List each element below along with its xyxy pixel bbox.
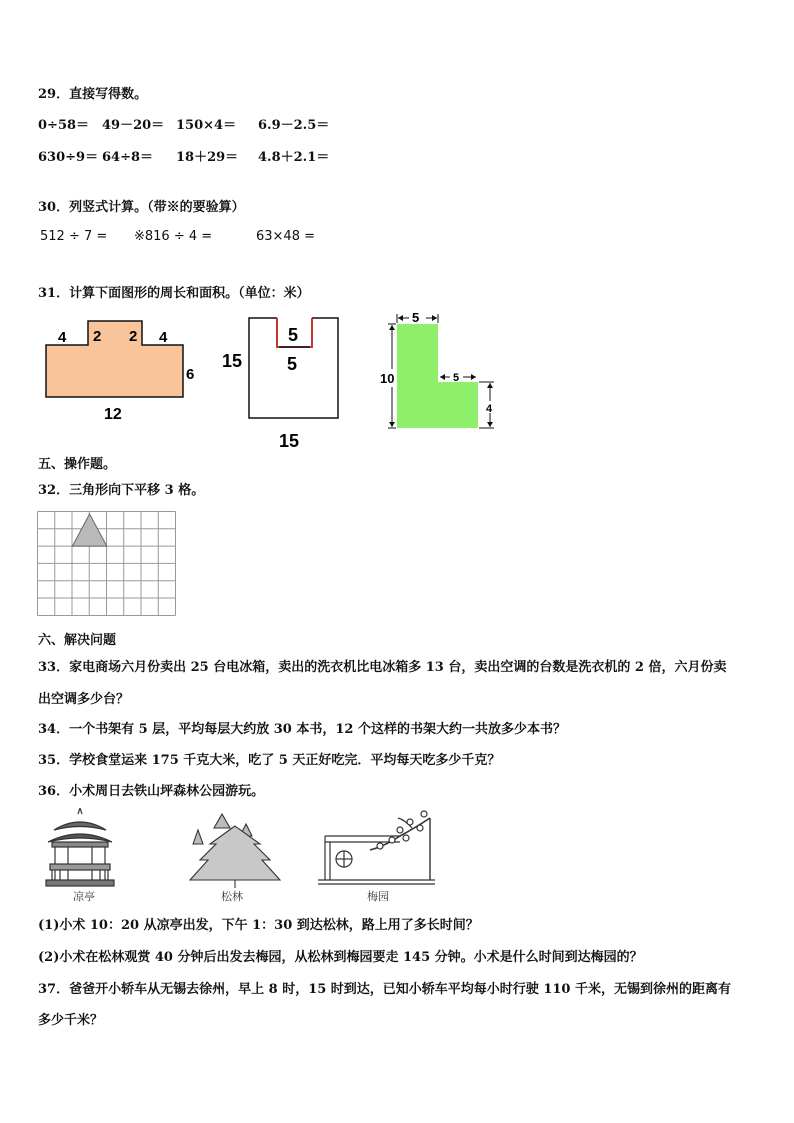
vertical-calc-item: 63×48 =: [256, 229, 316, 244]
q36-sub2: (2)小术在松林观赏 40 分钟后出发去梅园，从松林到梅园要走 145 分钟。小术是什么时间到达梅园的？: [38, 950, 643, 965]
dim-label: 5: [288, 325, 299, 345]
oral-calc-item: 49－20＝: [102, 118, 165, 133]
q37-line2: 多少千米？: [38, 1013, 104, 1028]
q37-line1: 37．爸爸开小轿车从无锡去徐州，早上 8 时，15 时到达，已知小轿车平均每小时行驶 110 千米，无锡到徐州的距离有: [38, 982, 731, 997]
green-l-shape: [397, 324, 478, 428]
q34-text: 34．一个书架有 5 层，平均每层大约放 30 本书，12 个这样的书架大约一共放多少本书？: [38, 722, 566, 737]
dim-label: 4: [486, 403, 493, 415]
oral-calc-item: 630÷9＝: [38, 150, 99, 165]
vertical-calc-item: 512 ÷ 7 =: [40, 229, 108, 244]
pine-forest-caption: 松林: [221, 890, 243, 903]
oral-calc-item: 0÷58＝: [38, 118, 90, 133]
figure-green-l-shape: [380, 310, 494, 428]
q36-pictures: [40, 808, 450, 908]
triangle: [72, 514, 106, 546]
dim-label: 15: [222, 351, 243, 371]
section-6-title: 六、解决问题: [38, 633, 117, 648]
q29-row2: [38, 146, 329, 165]
dim-label: 5: [412, 310, 420, 325]
q29-title: 29．直接写得数。: [38, 87, 148, 102]
pine-forest-illustration: [190, 814, 280, 888]
q31-figures: [0, 305, 794, 455]
pavilion-caption: 凉亭: [73, 890, 95, 903]
oral-calc-item: 4.8＋2.1＝: [258, 150, 330, 165]
dim-label: 5: [287, 354, 298, 374]
oral-calc-item: 64÷8＝: [102, 150, 154, 165]
dim-label: 12: [104, 406, 122, 423]
oral-calc-item: 150×4＝: [176, 118, 237, 133]
section-5-title: 五、操作题。: [38, 457, 117, 472]
q35-text: 35．学校食堂运来 175 千克大米，吃了 5 天正好吃完．平均每天吃多少千克？: [38, 753, 501, 768]
q36-text: 36．小术周日去铁山坪森林公园游玩。: [38, 784, 265, 799]
dim-label: 2: [93, 328, 102, 345]
dim-label: 10: [380, 371, 395, 386]
q30-title: 30．列竖式计算。（带※的要验算）: [38, 200, 245, 215]
plum-garden-illustration: [318, 811, 435, 884]
dim-label: 15: [279, 431, 300, 451]
figure-notched-square: [222, 318, 338, 451]
oral-calc-item: 18＋29＝: [176, 150, 239, 165]
dim-label: 6: [186, 366, 195, 383]
figure-orange-shape: [46, 321, 194, 423]
q32-grid: [37, 511, 177, 617]
q30-items: [40, 229, 315, 244]
dim-label: 5: [453, 372, 460, 384]
oral-calc-item: 6.9－2.5＝: [258, 118, 330, 133]
q33-line2: 出空调多少台？: [38, 692, 130, 707]
dim-label: 4: [58, 329, 67, 346]
q32-title: 32．三角形向下平移 3 格。: [38, 483, 205, 498]
q33-line1: 33．家电商场六月份卖出 25 台电冰箱，卖出的洗衣机比电冰箱多 13 台，卖出空调的台数是洗衣机的 2 倍，六月份卖: [38, 660, 727, 675]
plum-garden-caption: 梅园: [367, 890, 389, 903]
q36-sub1: (1)小术 10：20 从凉亭出发，下午 1：30 到达松林，路上用了多长时间？: [38, 918, 479, 933]
grid-lines: [38, 512, 176, 616]
pavilion-illustration: [46, 808, 114, 886]
dim-label: 2: [129, 328, 138, 345]
dim-label: 4: [159, 329, 168, 346]
q29-row1: [38, 114, 329, 133]
q31-title: 31．计算下面图形的周长和面积。（单位：米）: [38, 286, 310, 301]
vertical-calc-item: ※816 ÷ 4 =: [134, 229, 213, 244]
